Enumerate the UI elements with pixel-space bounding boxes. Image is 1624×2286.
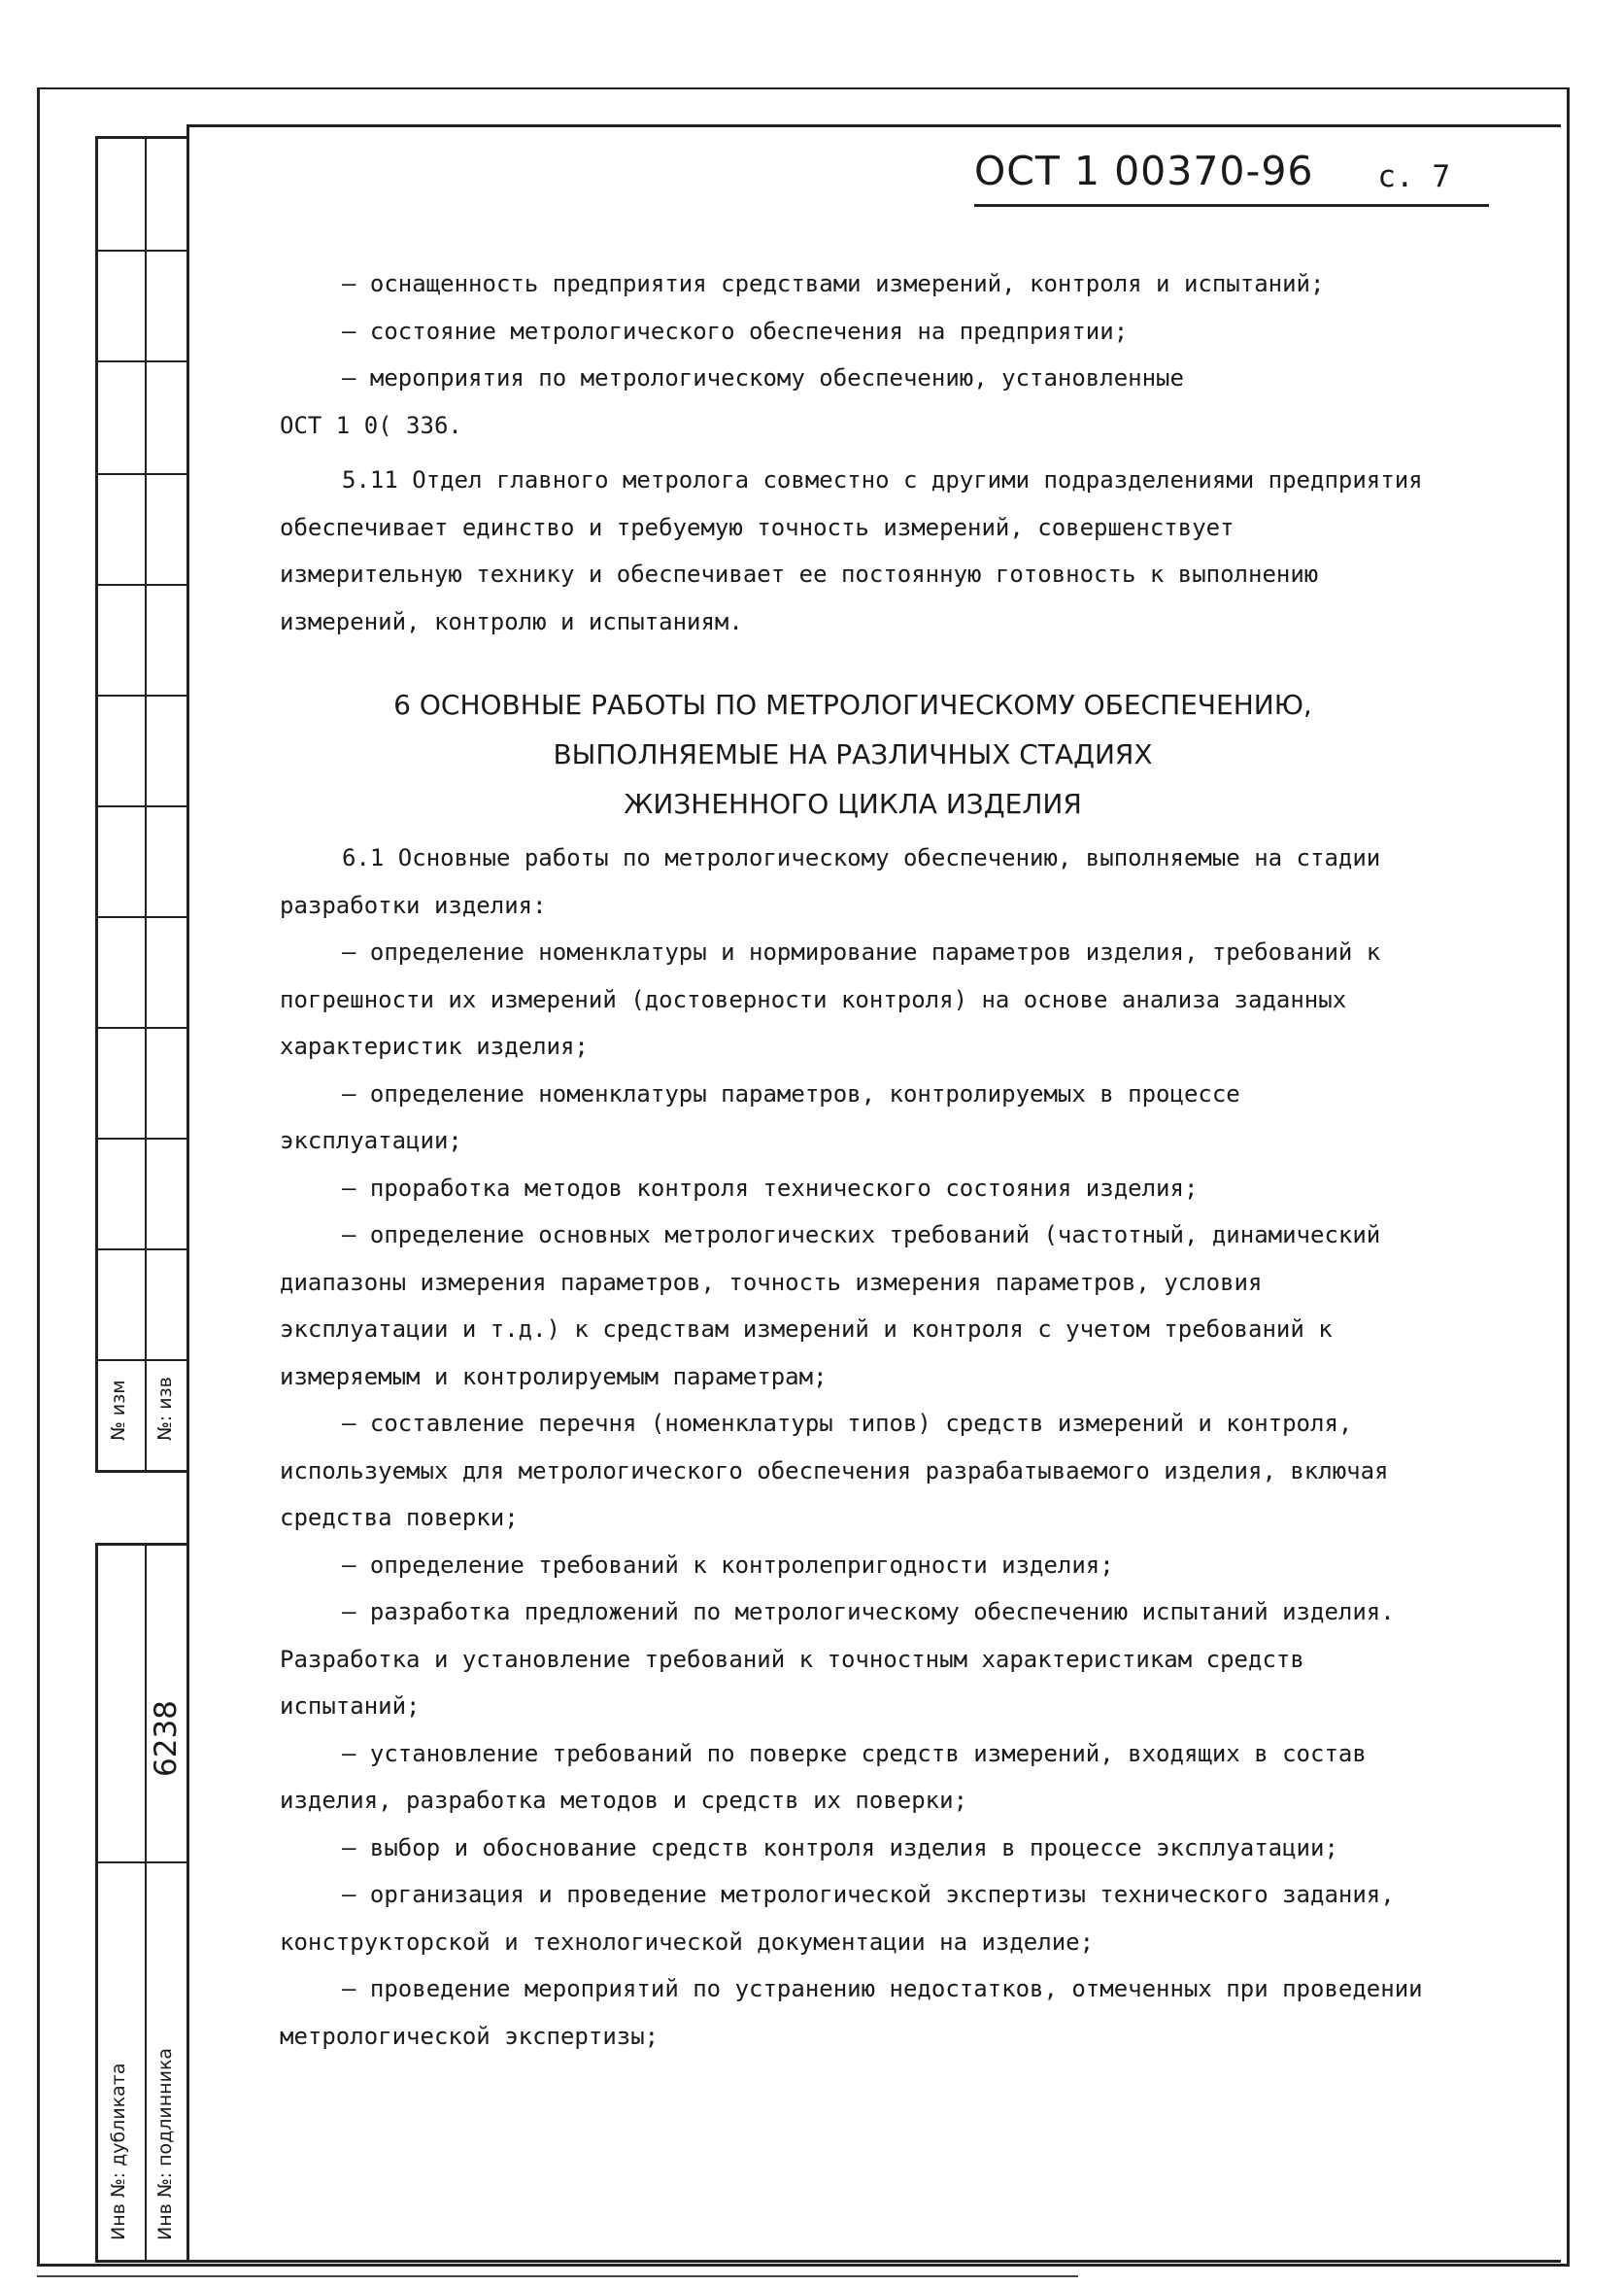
document-code: ОСТ 1 00370-96: [974, 148, 1314, 194]
list-item: – проведение мероприятий по устранению недостатков, отмеченных при проведении метрологической экспертизы;: [280, 1975, 1423, 2050]
list-item: – определение требований к контролепригодности изделия;: [342, 1551, 1114, 1579]
bottom-rule: [37, 2275, 1078, 2277]
paragraph-6-1: 6.1 Основные работы по метрологическому обеспечению, выполняемые на стадии разработки изделия:: [280, 844, 1381, 919]
revision-stamp-block: [95, 136, 187, 1473]
list-item: – организация и проведение метрологической экспертизы технического задания, конструкторской и технологической документации на изделие;: [280, 1881, 1395, 1956]
page-header: [974, 146, 1489, 207]
list-item: – определение основных метрологических требований (частотный, динамический диапазоны измерения параметров, точность измерения параметров, условия эксплуатации и т.д.) к средствам измерений и контроля с учетом требований к измеряемым и контролируемым параметрам;: [280, 1221, 1381, 1390]
page-number: с. 7: [1377, 159, 1450, 194]
heading-line: ЖИЗНЕННОГО ЦИКЛА ИЗДЕЛИЯ: [624, 788, 1082, 820]
list-item: – определение номенклатуры и нормирование параметров изделия, требований к погрешности их измерений (достоверности контроля) на основе анализа заданных характеристик изделия;: [280, 938, 1381, 1060]
list-item: – составление перечня (номенклатуры типов) средств измерений и контроля, используемых для метрологического обеспечения разрабатываемого изделия, включая средства поверки;: [280, 1410, 1389, 1531]
list-item: – проработка методов контроля технического состояния изделия;: [342, 1174, 1199, 1202]
list-item: – определение номенклатуры параметров, контролируемых в процессе эксплуатации;: [280, 1079, 1240, 1154]
inventory-stamp-block: [95, 1543, 187, 2263]
original-inventory-label: Инв №: подлинника: [154, 2047, 176, 2240]
list-item: – выбор и обоснование средств контроля изделия в процессе эксплуатации;: [342, 1833, 1338, 1861]
heading-line: 6 ОСНОВНЫЕ РАБОТЫ ПО МЕТРОЛОГИЧЕСКОМУ ОБЕСПЕЧЕНИЮ,: [393, 689, 1312, 721]
paragraph-5-11: 5.11 Отдел главного метролога совместно с другими подразделениями предприятия обеспечивает единство и требуемую точность измерений, совершенствует измерительную технику и обеспечивает ее постоянную готовность к выполнению измерений, контролю и испытаниям.: [280, 466, 1423, 635]
list-item: – оснащенность предприятия средствами измерений, контроля и испытаний;: [342, 270, 1325, 297]
list-item: – состояние метрологического обеспечения на предприятии;: [342, 317, 1129, 345]
duplicate-inventory-label: Инв №: дубликата: [108, 2063, 129, 2240]
document-body: [280, 260, 1426, 2060]
izv-label: №: изв: [154, 1377, 176, 1441]
list-item: – мероприятия по метрологическому обеспечению, установленные: [342, 364, 1184, 392]
ost-reference: ОСТ 1 0( 336.: [280, 411, 462, 439]
izm-label: № изм: [108, 1380, 129, 1441]
section-6-heading: [280, 680, 1426, 829]
list-item: – установление требований по поверке средств измерений, входящих в состав изделия, разработка методов и средств их поверки;: [280, 1739, 1367, 1814]
heading-line: ВЫПОЛНЯЕМЫЕ НА РАЗЛИЧНЫХ СТАДИЯХ: [553, 738, 1153, 770]
list-item: – разработка предложений по метрологическому обеспечению испытаний изделия. Разработка и установление требований к точностным характеристикам средств испытаний;: [280, 1598, 1395, 1720]
original-inventory-number: 6238: [149, 1700, 184, 1777]
